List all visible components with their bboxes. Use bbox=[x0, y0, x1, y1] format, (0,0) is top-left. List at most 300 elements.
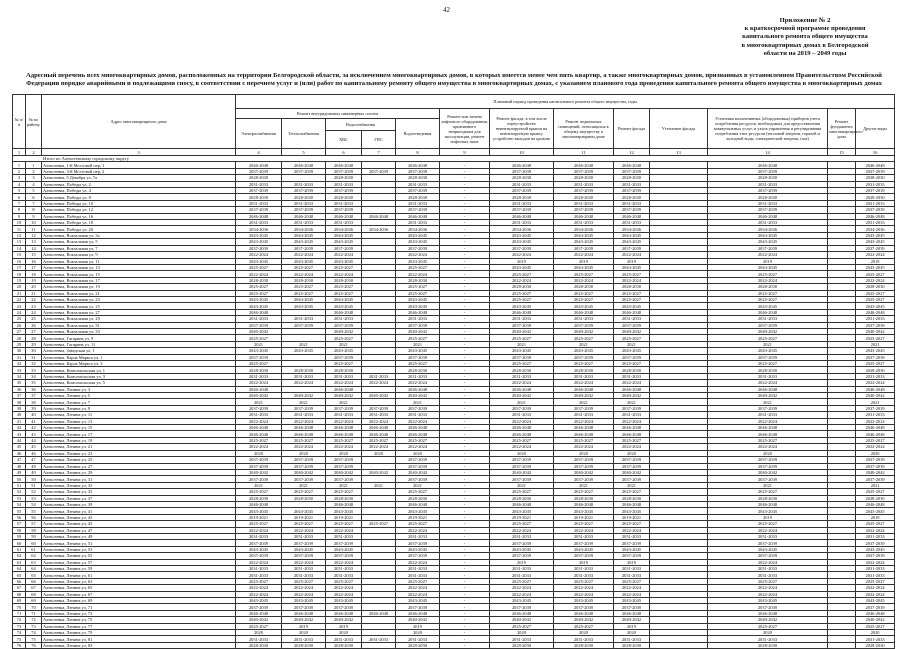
table-cell: 2037-2039 bbox=[396, 354, 440, 360]
table-cell: 2031-2033 bbox=[856, 373, 895, 379]
table-cell: 54 bbox=[13, 501, 26, 507]
table-cell: 2034-2036 bbox=[856, 226, 895, 232]
table-cell: 2046-2048 bbox=[236, 386, 282, 392]
table-cell: 56 bbox=[26, 514, 42, 520]
table-cell: 63 bbox=[13, 559, 26, 565]
table-cell: 2021 bbox=[554, 399, 614, 405]
table-header bbox=[13, 95, 895, 156]
table-cell: 7 bbox=[26, 200, 42, 206]
table-cell: 6 bbox=[13, 194, 26, 200]
table-cell: 55 bbox=[13, 508, 26, 514]
address-cell: Алексеевка, Ленина ул, 29 bbox=[42, 469, 236, 475]
table-cell: 2046-2048 bbox=[282, 610, 326, 616]
table-cell: 2021 bbox=[614, 482, 650, 488]
table-cell: 2025-2027 bbox=[614, 271, 650, 277]
table-cell: 2043-2045 bbox=[708, 348, 828, 354]
address-cell: Алексеевка, Вокзальная ул, 29 bbox=[42, 316, 236, 322]
table-cell: 1 bbox=[26, 162, 42, 168]
table-cell: 2043-2045 bbox=[554, 303, 614, 309]
table-cell: 2031-2033 bbox=[554, 412, 614, 418]
table-cell: 2022-2024 bbox=[554, 591, 614, 597]
table-cell: - bbox=[440, 354, 490, 360]
table-cell: 2021 bbox=[236, 399, 282, 405]
table-cell: 2031-2033 bbox=[614, 412, 650, 418]
table-cell: 2037-2039 bbox=[236, 207, 282, 213]
table-cell: 2028-2030 bbox=[708, 642, 828, 648]
table-cell: 24 bbox=[26, 309, 42, 315]
table-cell: 2031-2033 bbox=[282, 181, 326, 187]
table-cell: 2025-2027 bbox=[490, 437, 554, 443]
table-cell: 2031-2033 bbox=[396, 533, 440, 539]
table-cell: 2037-2039 bbox=[708, 354, 828, 360]
table-cell: 58 bbox=[26, 527, 42, 533]
table-cell: 2021 bbox=[326, 482, 362, 488]
table-cell: 2019 bbox=[490, 258, 554, 264]
table-cell: 2037-2039 bbox=[236, 188, 282, 194]
table-cell: 2043-2045 bbox=[856, 232, 895, 238]
column-number: 12 bbox=[614, 149, 650, 156]
table-cell: 11 bbox=[26, 226, 42, 232]
table-cell: 2028-2030 bbox=[282, 367, 326, 373]
table-cell: 2043-2045 bbox=[856, 303, 895, 309]
table-cell: - bbox=[440, 277, 490, 283]
table-cell: 2025-2027 bbox=[708, 290, 828, 296]
table-cell: 2046-2048 bbox=[396, 501, 440, 507]
table-cell: - bbox=[440, 546, 490, 552]
table-cell: 2031-2033 bbox=[396, 636, 440, 642]
table-cell: 2028-2030 bbox=[708, 367, 828, 373]
table-cell: 2031-2033 bbox=[708, 373, 828, 379]
table-cell: 2025-2027 bbox=[396, 264, 440, 270]
table-cell: 2031-2033 bbox=[614, 373, 650, 379]
table-cell: 2022-2024 bbox=[614, 277, 650, 283]
table-cell: 2040-2042 bbox=[490, 469, 554, 475]
table-cell: 2022-2024 bbox=[856, 380, 895, 386]
table-cell: 2037-2039 bbox=[856, 405, 895, 411]
table-cell: 2037-2039 bbox=[856, 540, 895, 546]
table-cell: 2031-2033 bbox=[614, 181, 650, 187]
table-cell: - bbox=[440, 284, 490, 290]
table-cell: 2043-2045 bbox=[396, 258, 440, 264]
table-cell: 2037-2039 bbox=[614, 168, 650, 174]
table-cell: 2025-2027 bbox=[856, 335, 895, 341]
table-cell: 2034-2036 bbox=[614, 226, 650, 232]
address-cell: Алексеевка, Заводская ул, 1 bbox=[42, 348, 236, 354]
table-cell: 2037-2039 bbox=[554, 207, 614, 213]
table-cell: 2037-2039 bbox=[708, 553, 828, 559]
table-cell: 2025-2027 bbox=[708, 521, 828, 527]
table-cell: 2025-2027 bbox=[554, 290, 614, 296]
table-cell: 4 bbox=[26, 181, 42, 187]
table-cell: 2025-2027 bbox=[236, 284, 282, 290]
table-cell: - bbox=[440, 296, 490, 302]
table-cell: - bbox=[440, 194, 490, 200]
table-cell: 2037-2039 bbox=[554, 540, 614, 546]
table-cell: 2040-2042 bbox=[396, 617, 440, 623]
table-cell: 2022-2024 bbox=[326, 418, 362, 424]
table-cell: 2043-2045 bbox=[282, 348, 326, 354]
table-cell: 2046-2048 bbox=[708, 501, 828, 507]
table-cell: 2037-2039 bbox=[396, 457, 440, 463]
table-cell: 2043-2045 bbox=[282, 239, 326, 245]
table-cell: 2022-2024 bbox=[708, 418, 828, 424]
table-cell: 2046-2048 bbox=[708, 213, 828, 219]
table-cell: 2043-2045 bbox=[326, 296, 362, 302]
table-cell: - bbox=[440, 258, 490, 264]
table-cell: 2037-2039 bbox=[554, 604, 614, 610]
table-cell: - bbox=[440, 213, 490, 219]
table-cell: 2028-2030 bbox=[326, 194, 362, 200]
table-cell: 68 bbox=[26, 591, 42, 597]
table-cell: 41 bbox=[13, 418, 26, 424]
address-cell: Алексеевка, Комсомольская ул, 3 bbox=[42, 373, 236, 379]
appendix-line: к краткосрочной программе проведения bbox=[744, 25, 866, 33]
address-cell: Алексеевка, Ленина ул, 7 bbox=[42, 399, 236, 405]
table-cell: 2040-2042 bbox=[708, 328, 828, 334]
table-cell: 2043-2045 bbox=[614, 348, 650, 354]
table-cell: 2025-2027 bbox=[708, 578, 828, 584]
column-number: 1 bbox=[13, 149, 26, 156]
table-cell: 2019-2021 bbox=[282, 514, 326, 520]
table-cell: 2046-2048 bbox=[326, 610, 362, 616]
table-cell: 2025-2027 bbox=[282, 521, 326, 527]
table-cell: 2021 bbox=[708, 482, 828, 488]
table-cell: 2025-2027 bbox=[490, 623, 554, 629]
table-cell: 2037-2039 bbox=[614, 322, 650, 328]
table-cell: 2028-2030 bbox=[236, 175, 282, 181]
table-cell: 2022-2024 bbox=[708, 559, 828, 565]
table-cell: 15 bbox=[13, 252, 26, 258]
column-number: 15 bbox=[828, 149, 856, 156]
table-cell: 2022-2024 bbox=[490, 591, 554, 597]
table-cell: 2046-2048 bbox=[614, 431, 650, 437]
address-cell: Алексеевка, 5 Декабря ул, 7а bbox=[42, 175, 236, 181]
table-cell: 2031-2033 bbox=[554, 373, 614, 379]
table-cell: 2037-2039 bbox=[856, 207, 895, 213]
table-cell: 2046-2048 bbox=[554, 386, 614, 392]
table-cell: 2031-2033 bbox=[614, 200, 650, 206]
address-cell: Алексеевка, Ленина ул, 57 bbox=[42, 559, 236, 565]
table-cell: 10 bbox=[13, 220, 26, 226]
table-cell: 2019-2021 bbox=[326, 514, 362, 520]
table-cell: 2025-2027 bbox=[236, 578, 282, 584]
table-cell: - bbox=[440, 489, 490, 495]
col-header-num: № п/п bbox=[13, 95, 26, 149]
table-cell: 2046-2048 bbox=[326, 501, 362, 507]
table-cell: 2040-2042 bbox=[396, 328, 440, 334]
column-number: 5 bbox=[282, 149, 326, 156]
address-cell: Алексеевка, Ленина ул, 83 bbox=[42, 642, 236, 648]
table-cell: 2031-2033 bbox=[396, 181, 440, 187]
table-cell: 2025-2027 bbox=[282, 437, 326, 443]
table-cell: 2040-2042 bbox=[614, 617, 650, 623]
document-heading bbox=[18, 72, 890, 88]
address-cell: Алексеевка, Вокзальная ул, 15 bbox=[42, 271, 236, 277]
table-cell: 26 bbox=[26, 322, 42, 328]
col-header-district-num: № по району bbox=[26, 95, 42, 149]
table-cell: 2022-2024 bbox=[236, 591, 282, 597]
address-cell: Алексеевка, Вокзальная ул, 19 bbox=[42, 284, 236, 290]
table-cell: 2019-2021 bbox=[396, 514, 440, 520]
table-cell: 2046-2048 bbox=[614, 213, 650, 219]
table-cell: 2037-2039 bbox=[282, 188, 326, 194]
table-cell: 2022-2024 bbox=[708, 277, 828, 283]
table-cell: 2037-2039 bbox=[856, 168, 895, 174]
address-cell: Алексеевка, Ленина ул, 15 bbox=[42, 425, 236, 431]
column-number: 7 bbox=[362, 149, 396, 156]
table-cell: 2046-2048 bbox=[554, 431, 614, 437]
table-cell: 2019 bbox=[614, 258, 650, 264]
table-cell: 2031-2033 bbox=[490, 220, 554, 226]
table-cell: 2028-2030 bbox=[856, 367, 895, 373]
heading-line: Федерации порядке аварийными и подлежащими сносу, в соответствии с перечнем услуг и (или) работ по капитальному ремонту общего имущества в многоквартирных домах, с указанием планового года проведения капитального ремонта общего имущества в многоквартирных домах bbox=[26, 80, 882, 87]
table-cell: 2031-2033 bbox=[708, 636, 828, 642]
address-cell: Алексеевка, Вокзальная ул, 7 bbox=[42, 245, 236, 251]
table-cell: 2043-2045 bbox=[396, 232, 440, 238]
table-cell: 2022-2024 bbox=[614, 527, 650, 533]
table-cell: 2025-2027 bbox=[236, 521, 282, 527]
table-cell: - bbox=[440, 514, 490, 520]
table-cell: 2046-2048 bbox=[856, 501, 895, 507]
table-cell: - bbox=[440, 181, 490, 187]
table-cell: 2025-2027 bbox=[362, 521, 396, 527]
address-cell: Алексеевка, Ленина ул, 13 bbox=[42, 418, 236, 424]
column-number: 14 bbox=[708, 149, 828, 156]
table-cell: 2037-2039 bbox=[490, 604, 554, 610]
table-cell: 43 bbox=[26, 431, 42, 437]
table-cell: - bbox=[440, 444, 490, 450]
table-cell: 2025-2027 bbox=[554, 271, 614, 277]
table-cell: - bbox=[440, 399, 490, 405]
table-cell: 2034-2036 bbox=[490, 226, 554, 232]
table-cell: 2025-2027 bbox=[282, 264, 326, 270]
table-cell: 2019 bbox=[396, 623, 440, 629]
table-cell: 2043-2045 bbox=[396, 508, 440, 514]
address-cell: Алексеевка, Ленина ул, 23 bbox=[42, 450, 236, 456]
table-cell: 5 bbox=[26, 188, 42, 194]
col-header-water: Водоснабжения bbox=[326, 119, 396, 131]
table-cell: - bbox=[440, 463, 490, 469]
table-cell: 2037-2039 bbox=[614, 245, 650, 251]
table-cell: 2040-2042 bbox=[236, 328, 282, 334]
table-cell: 37 bbox=[13, 393, 26, 399]
table-cell: 67 bbox=[13, 585, 26, 591]
table-cell: 2 bbox=[26, 168, 42, 174]
table-cell: 2025-2027 bbox=[396, 361, 440, 367]
address-cell: Алексеевка, Вокзальная ул, 31 bbox=[42, 322, 236, 328]
table-cell: 2037-2039 bbox=[326, 457, 362, 463]
table-cell: - bbox=[440, 623, 490, 629]
table-cell: 2025-2027 bbox=[554, 623, 614, 629]
table-cell: 34 bbox=[26, 373, 42, 379]
table-cell: 2025-2027 bbox=[396, 284, 440, 290]
table-cell: 2020 bbox=[554, 630, 614, 636]
table-cell: 2043-2045 bbox=[554, 239, 614, 245]
table-cell: 2037-2039 bbox=[490, 405, 554, 411]
column-number: 8 bbox=[396, 149, 440, 156]
table-cell: - bbox=[440, 232, 490, 238]
page-number: 42 bbox=[443, 6, 450, 14]
table-cell: 31 bbox=[13, 354, 26, 360]
heading-line: Адресный перечень всех многоквартирных домов, расположенных на территории Белгородской области, за исключением многоквартирных домов, в которых имеется менее чем пять квартир, а также многоквартирных домов, признанных в установленном Правительством Российской bbox=[26, 72, 882, 79]
table-cell: 2037-2039 bbox=[490, 553, 554, 559]
table-cell: 2028-2030 bbox=[396, 194, 440, 200]
table-cell: 2025-2027 bbox=[614, 521, 650, 527]
table-cell: 2025-2027 bbox=[490, 271, 554, 277]
table-cell: 3 bbox=[26, 175, 42, 181]
table-cell: 35 bbox=[26, 380, 42, 386]
table-cell: 2028-2030 bbox=[326, 277, 362, 283]
address-cell: Алексеевка, Вокзальная ул, 9 bbox=[42, 252, 236, 258]
table-cell: - bbox=[440, 540, 490, 546]
table-cell: 2037-2039 bbox=[282, 168, 326, 174]
table-cell: 2028-2030 bbox=[856, 175, 895, 181]
table-cell: 2037-2039 bbox=[554, 168, 614, 174]
col-header-cold-water: ГВС bbox=[362, 131, 396, 149]
table-cell: 2031-2033 bbox=[362, 636, 396, 642]
table-cell: 2031-2033 bbox=[554, 572, 614, 578]
table-cell: 2022-2024 bbox=[396, 252, 440, 258]
table-cell: 2043-2045 bbox=[236, 546, 282, 552]
table-cell: 2037-2039 bbox=[554, 553, 614, 559]
table-cell: 2043-2045 bbox=[554, 546, 614, 552]
table-cell: 2028-2030 bbox=[326, 495, 362, 501]
table-cell: 2025-2027 bbox=[614, 437, 650, 443]
table-cell: 2022-2024 bbox=[236, 444, 282, 450]
table-cell: 2040-2042 bbox=[282, 469, 326, 475]
address-cell: Алексеевка, Победы ул, 12 bbox=[42, 207, 236, 213]
table-cell: - bbox=[440, 431, 490, 437]
group-header-period: Плановый период проведения капитального ремонта общего имущества, годы bbox=[236, 95, 895, 109]
table-cell: 2034-2036 bbox=[326, 226, 362, 232]
table-cell: 2046-2048 bbox=[554, 610, 614, 616]
table-cell: 2040-2042 bbox=[282, 617, 326, 623]
table-cell: 2028-2030 bbox=[326, 175, 362, 181]
table-cell: 21 bbox=[26, 290, 42, 296]
table-cell: 2028-2030 bbox=[326, 367, 362, 373]
table-cell: 2046-2048 bbox=[856, 162, 895, 168]
table-cell: 2022-2024 bbox=[326, 444, 362, 450]
table-cell: 2025-2027 bbox=[856, 271, 895, 277]
table-cell: 2043-2045 bbox=[554, 508, 614, 514]
table-cell: 2031-2033 bbox=[236, 412, 282, 418]
table-cell: 2028-2030 bbox=[708, 194, 828, 200]
table-cell: 73 bbox=[13, 623, 26, 629]
table-cell: 45 bbox=[13, 444, 26, 450]
table-cell: 61 bbox=[26, 546, 42, 552]
table-cell: 2025-2027 bbox=[326, 437, 362, 443]
table-cell: 2037-2039 bbox=[236, 476, 282, 482]
table-cell: - bbox=[440, 188, 490, 194]
table-cell: 23 bbox=[13, 303, 26, 309]
table-cell: 69 bbox=[13, 598, 26, 604]
table-cell: 2022-2024 bbox=[282, 444, 326, 450]
table-cell: 2022-2024 bbox=[490, 418, 554, 424]
table-cell: - bbox=[440, 636, 490, 642]
table-body bbox=[13, 156, 895, 649]
table-cell: 22 bbox=[26, 296, 42, 302]
address-cell: Алексеевка, Вокзальная ул, 21 bbox=[42, 290, 236, 296]
table-cell: - bbox=[440, 309, 490, 315]
table-cell: - bbox=[440, 348, 490, 354]
table-cell: 2043-2045 bbox=[236, 303, 282, 309]
table-cell: 43 bbox=[13, 431, 26, 437]
table-cell: 2019-2021 bbox=[490, 514, 554, 520]
table-cell: 2040-2042 bbox=[326, 328, 362, 334]
table-cell: - bbox=[440, 207, 490, 213]
table-cell: 2021 bbox=[490, 399, 554, 405]
table-cell: 2019 bbox=[708, 258, 828, 264]
table-cell: 2019 bbox=[554, 559, 614, 565]
address-cell: Алексеевка, Победы ул, 20 bbox=[42, 226, 236, 232]
table-cell: 2043-2045 bbox=[856, 508, 895, 514]
table-cell: 2037-2039 bbox=[614, 354, 650, 360]
table-cell: 2046-2048 bbox=[554, 162, 614, 168]
table-cell: 2031-2033 bbox=[554, 636, 614, 642]
table-cell: 2034-2036 bbox=[554, 226, 614, 232]
table-cell: 2019 bbox=[708, 514, 828, 520]
table-cell: 7 bbox=[13, 200, 26, 206]
table-cell: 2028-2030 bbox=[708, 175, 828, 181]
table-cell: 2031-2033 bbox=[554, 181, 614, 187]
table-cell: - bbox=[440, 264, 490, 270]
table-cell: 2037-2039 bbox=[614, 405, 650, 411]
table-cell: 2025-2027 bbox=[396, 578, 440, 584]
table-cell: 38 bbox=[26, 399, 42, 405]
table-cell: 2046-2048 bbox=[708, 309, 828, 315]
table-cell: - bbox=[440, 271, 490, 277]
table-cell: 2022-2024 bbox=[614, 252, 650, 258]
table-cell: 2040-2042 bbox=[490, 328, 554, 334]
table-cell: 76 bbox=[26, 642, 42, 648]
table-cell: 2025-2027 bbox=[856, 437, 895, 443]
table-cell: - bbox=[440, 476, 490, 482]
table-cell: 2025-2027 bbox=[554, 437, 614, 443]
table-cell: 2043-2045 bbox=[326, 239, 362, 245]
table-cell: - bbox=[440, 220, 490, 226]
table-cell: 2037-2039 bbox=[614, 188, 650, 194]
table-cell: 2046-2048 bbox=[362, 213, 396, 219]
table-cell: 2037-2039 bbox=[708, 322, 828, 328]
table-cell: 2043-2045 bbox=[236, 348, 282, 354]
table-cell: 10 bbox=[26, 220, 42, 226]
table-cell: 2043-2045 bbox=[490, 348, 554, 354]
table-cell: 2043-2045 bbox=[614, 264, 650, 270]
table-cell: - bbox=[440, 450, 490, 456]
address-cell: Алексеевка, Победы ул, 10 bbox=[42, 200, 236, 206]
table-cell: 2040-2042 bbox=[326, 469, 362, 475]
table-cell: 2043-2045 bbox=[614, 303, 650, 309]
subgroup-header-engineering: Ремонт внутридомовых инженерных систем bbox=[236, 109, 440, 119]
table-cell: 2043-2045 bbox=[614, 598, 650, 604]
table-cell: 65 bbox=[13, 572, 26, 578]
table-cell: 2046-2048 bbox=[326, 386, 362, 392]
table-cell: 2028-2030 bbox=[282, 642, 326, 648]
table-cell: 2031-2033 bbox=[708, 316, 828, 322]
table-cell: 48 bbox=[13, 463, 26, 469]
table-cell: 2020 bbox=[614, 450, 650, 456]
table-cell: 2034-2036 bbox=[396, 226, 440, 232]
table-cell: 2043-2045 bbox=[614, 508, 650, 514]
table-cell: 2022-2024 bbox=[326, 271, 362, 277]
column-number: 3 bbox=[42, 149, 236, 156]
address-cell: Алексеевка, 1-й Мостовой пер, 1 bbox=[42, 162, 236, 168]
col-header-electro: Электроснабжения bbox=[236, 119, 282, 149]
table-cell: 2037-2039 bbox=[326, 553, 362, 559]
table-cell: 2037-2039 bbox=[708, 604, 828, 610]
table-cell: 2037-2039 bbox=[554, 188, 614, 194]
table-cell: 2025-2027 bbox=[490, 361, 554, 367]
